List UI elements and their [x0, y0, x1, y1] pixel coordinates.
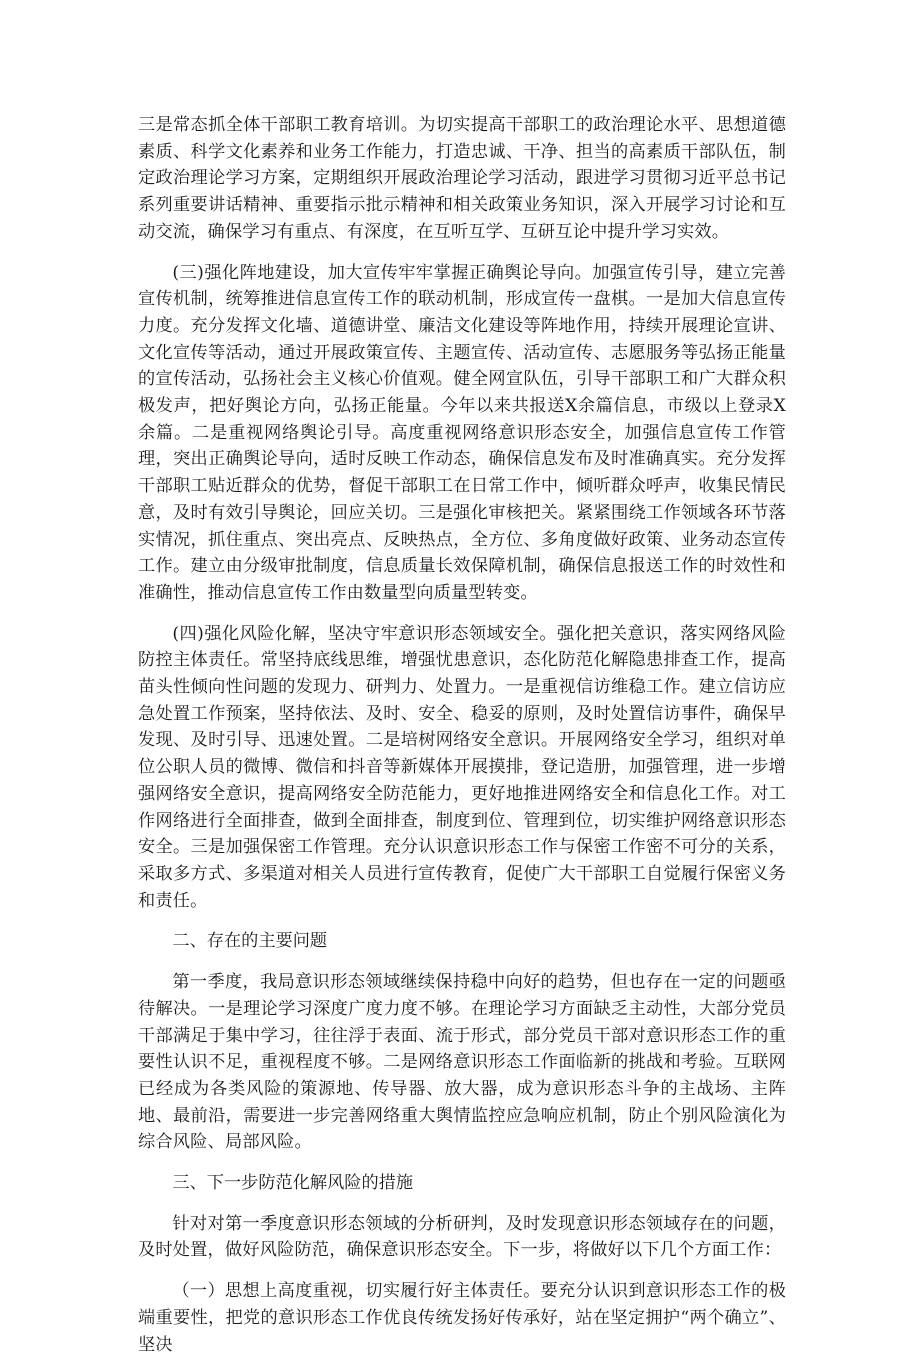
section-heading-next-steps: 三、下一步防范化解风险的措施	[172, 1173, 414, 1194]
paragraph-main-problems: 第一季度，我局意识形态领域继续保持稳中向好的趋势，但也存在一定的问题亟待解决。一是理论学习深度广度力度不够。在理论学习方面缺乏主动性，大部分党员干部满足于集中学习，往往浮于表面、流于形式，部分党员干部对意识形态工作的重要性认识不足，重视程度不够。二是网络意识形态工作面临新的挑战和考验。互联网已经成为各类风险的策源地、传导器、放大器，成为意识形态斗争的主战场、主阵地、最前沿，需要进一步完善网络重大舆情监控应急响应机制，防止个别风险演化为综合风险、局部风险。	[138, 972, 786, 1153]
paragraph-risk-resolution: (四)强化风险化解，坚决守牢意识形态领域安全。强化把关意识，落实网络风险防控主体责任。常坚持底线思维，增强忧患意识，态化防范化解隐患排查工作，提高苗头性倾向性问题的发现力、研判力、处置力。一是重视信访维稳工作。建立信访应急处置工作预案，坚持依法、及时、安全、稳妥的原则，及时处置信访事件，确保早发现、及时引导、迅速处置。二是培树网络安全意识。开展网络安全学习，组织对单位公职人员的微博、微信和抖音等新媒体开展摸排，登记造册，加强管理，进一步增强网络安全意识，提高网络安全防范能力，更好地推进网络安全和信息化工作。对工作网络进行全面排查，做到全面排查，制度到位、管理到位，切实维护网络意识形态安全。三是加强保密工作管理。充分认识意识形态工作与保密工作密不可分的关系，采取多方式、多渠道对相关人员进行宣传教育，促使广大干部职工自觉履行保密义务和责任。	[138, 623, 786, 911]
section-heading-main-problems: 二、存在的主要问题	[172, 931, 328, 952]
paragraph-next-steps-intro: 针对对第一季度意识形态领域的分析研判，及时发现意识形态领域存在的问题，及时处置，做好风险防范，确保意识形态安全。下一步，将做好以下几个方面工作：	[138, 1213, 786, 1261]
document-page	[138, 112, 786, 1372]
paragraph-ideological-attention: （一）思想上高度重视，切实履行好主体责任。要充分认识到意识形态工作的极端重要性，把党的意识形态工作优良传统发扬好传承好，站在坚定拥护“两个确立”、坚决	[138, 1281, 786, 1355]
paragraph-education-training: 三是常态抓全体干部职工教育培训。为切实提高干部职工的政治理论水平、思想道德素质、科学文化素养和业务工作能力，打造忠诚、干净、担当的高素质干部队伍，制定政治理论学习方案，定期组织开展政治理论学习活动，跟进学习贯彻习近平总书记系列重要讲话精神、重要指示批示精神和相关政策业务知识，深入开展学习讨论和互动交流，确保学习有重点、有深度，在互听互学、互研互论中提升学习实效。	[138, 115, 786, 242]
paragraph-position-building: (三)强化阵地建设，加大宣传牢牢掌握正确舆论导向。加强宣传引导，建立完善宣传机制，统筹推进信息宣传工作的联动机制，形成宣传一盘棋。一是加大信息宣传力度。充分发挥文化墙、道德讲堂、廉洁文化建设等阵地作用，持续开展理论宣讲、文化宣传等活动，通过开展政策宣传、主题宣传、活动宣传、志愿服务等弘扬正能量的宣传活动，弘扬社会主义核心价值观。健全网宣队伍，引导干部职工和广大群众积极发声，把好舆论方向，弘扬正能量。今年以来共报送X余篇信息，市级以上登录X余篇。二是重视网络舆论引导。高度重视网络意识形态安全，加强信息宣传工作管理，突出正确舆论导向，适时反映工作动态，确保信息发布及时准确真实。充分发挥干部职工贴近群众的优势，督促干部职工在日常工作中，倾听群众呼声，收集民情民意，及时有效引导舆论，回应关切。三是强化审核把关。紧紧围绕工作领域各环节落实情况，抓住重点、突出亮点、反映热点，全方位、多角度做好政策、业务动态宣传工作。建立由分级审批制度，信息质量长效保障机制，确保信息报送工作的时效性和准确性，推动信息宣传工作由数量型向质量型转变。	[138, 262, 786, 603]
